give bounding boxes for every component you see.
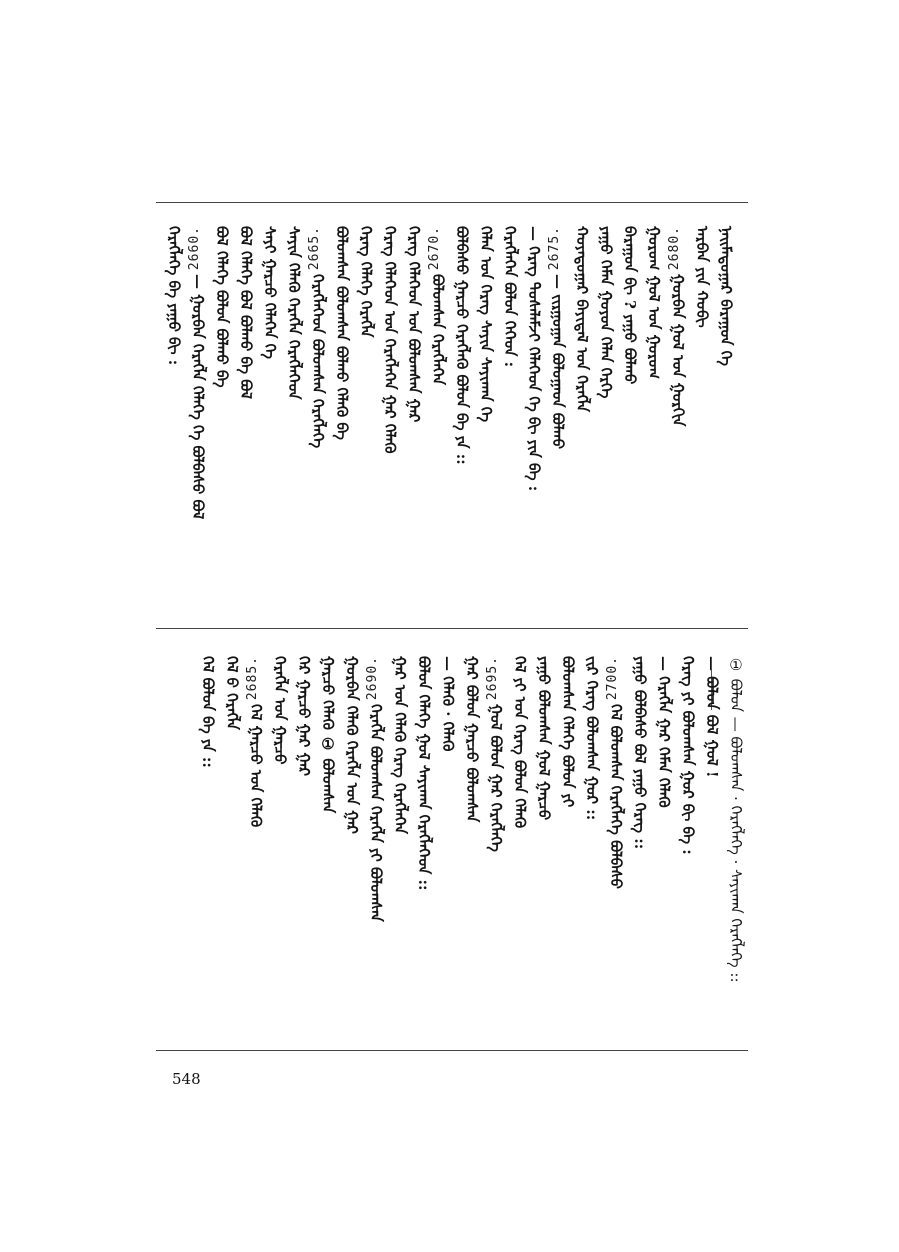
verse-text: ᠨᠠᠢᠮᠠᠳᠤᠭᠠᠷ ᠪᠠᠷᠠᠭᠤᠨ ᠬᠡ	[717, 226, 735, 366]
verse-text: ᠪᠣᠯᠤᠭᠰᠠᠨ ᠪᠣᠯᠤᠭᠰᠠᠨ ᠪᠣᠯᠬᠤ ᠬᠡᠯᠡᠬᠦ ᠪᠠ	[333, 226, 351, 440]
verse-text: — ᠵᠢᠷᠭᠤᠭᠠᠨ ᠪᠣᠯᠤᠭᠠᠳ ᠪᠣᠯᠬᠤ	[549, 274, 567, 450]
verse-line	[259, 226, 281, 359]
footnote-line	[725, 656, 747, 983]
line-number: 2660.	[187, 226, 202, 271]
verse-line	[221, 656, 243, 730]
verse-text: ᠬᠡᠷᠡᠭᠯᠡ ᠪᠣᠯᠤᠭᠰᠠᠨ ᠬᠡᠷᠡᠭᠯᠡ ᠶᠢ ᠪᠣᠯᠤᠭᠰᠠᠨ	[367, 704, 385, 922]
verse-line	[523, 226, 545, 491]
verse-line	[643, 226, 665, 379]
verse-line	[317, 656, 339, 813]
verse-text: ᠪᠣᠯᠤᠭᠰᠠᠨ ᠬᠡᠷᠡᠭᠯᠡᠭᠡᠨ	[429, 274, 447, 386]
line-number: 2670.	[427, 226, 442, 271]
verse-line	[571, 226, 593, 412]
verse-text: — ᠪᠣᠯᠤᠨ ᠪᠣᠯ ᠭᠣᠯ !	[703, 656, 721, 778]
verse-text: ᠰᠠᠶᠢ ᠭᠠᠷᠴᠤ ᠬᠡᠯᠡᠭᠡᠨ ᠬᠡ	[261, 226, 279, 359]
middle-rule	[156, 628, 748, 629]
line-number: 2700.	[605, 656, 620, 701]
verse-line	[547, 226, 569, 449]
verse-text: ᠬᠡᠷᠡᠭ ᠬᠡᠯᠡᠭᠡᠳ ᠤᠨ ᠬᠡᠷᠡᠭᠯᠡᠭᠡᠨ ᠭᠠᠷ ᠬᠡᠯᠡᠬᠦ	[381, 226, 399, 454]
verse-line	[475, 226, 497, 422]
verse-text: ᠬᠡᠷ ᠭᠠᠷᠴᠤ ᠭᠠᠷ ᠭᠠᠷ	[295, 656, 313, 777]
verse-line	[619, 226, 641, 384]
verse-line	[437, 656, 459, 751]
verse-text: ᠰᠠᠶᠢᠨ ᠬᠡᠯᠡᠬᠦ ᠬᠡᠷᠡᠭᠯᠡ ᠬᠡᠷᠡᠭᠯᠡᠭᠡᠳ	[285, 226, 303, 400]
verse-text: ᠬᠡᠷᠡᠭᠯᠡ ᠤᠨ ᠭᠠᠷᠴᠤ	[271, 656, 289, 765]
verse-line	[379, 226, 401, 454]
verse-line	[691, 226, 713, 328]
verse-line	[187, 226, 209, 519]
verse-text: ᠬᠡᠯ ᠪ ᠬᠡᠷᠡᠭᠯᠡ	[223, 656, 241, 730]
line-number: 2675.	[547, 226, 562, 271]
verse-text: ᠪᠣᠯᠪᠠᠰᠤ ᠭᠠᠷᠴᠤ ᠬᠡᠷᠡᠭᠯᠡᠬᠦ ᠪᠣᠯᠤᠨ ᠪᠠ ᠶᠠ ::	[453, 226, 471, 465]
verse-text: ᠬᠡᠷᠡᠭᠯᠡᠭᠡᠳ ᠪᠣᠯᠤᠭᠰᠠᠨ ᠬᠡᠷᠡᠭᠯᠡᠭᠡ	[309, 274, 327, 449]
verse-text: ᠬᠡᠯ ᠶᠢ ᠤᠨ ᠬᠡᠷᠡᠭ ᠪᠣᠯᠤᠨ ᠬᠡᠯᠡᠬᠦ	[511, 656, 529, 829]
verse-text: ᠭᠣᠷᠤᠭ ᠭᠣᠯ ᠤᠨ ᠭᠣᠷᠤᠭ	[645, 226, 663, 379]
line-number: 2665.	[307, 226, 322, 271]
verse-line	[653, 656, 675, 808]
verse-text: ᠬᠡᠷᠡᠭᠯᠡᠭᠡᠨ ᠪᠣᠯᠤᠨ ᠬᠡᠭᠡᠳ :	[501, 226, 519, 368]
verse-text: — ᠬᠡᠷᠡᠭᠯᠡ ᠭᠠᠷ ᠬᠡᠮᠡᠨ ᠬᠡᠯᠡᠬᠦ	[655, 656, 673, 808]
verse-text: ᠭᠠᠷ ᠪᠣᠯᠤᠨ ᠭᠠᠷᠴᠤ ᠪᠣᠯᠤᠭᠰᠠᠨ	[463, 656, 481, 823]
top-rule	[156, 202, 748, 203]
verse-line	[163, 226, 185, 365]
verse-line	[365, 656, 387, 922]
verse-text: ᠪᠣᠯ ᠬᠡᠯᠡᠭᠡ ᠪᠣᠯᠤᠨ ᠪᠣᠯᠬᠤ ᠪᠠ	[213, 226, 231, 388]
verse-text: ᠪᠣᠯ ᠬᠡᠯᠡᠭᠡ ᠪᠣᠯ ᠪᠣᠯᠬᠤ ᠪᠠ ᠪᠣᠯ	[237, 226, 255, 399]
verse-line	[427, 226, 449, 385]
verse-line	[235, 226, 257, 399]
verse-line	[629, 656, 651, 849]
line-number: 2685.	[245, 656, 260, 701]
verse-line	[701, 656, 723, 778]
verse-line	[389, 656, 411, 834]
verse-line	[595, 226, 617, 398]
verse-line	[245, 656, 267, 827]
verse-text: ᠬᠡᠯ ᠭᠠᠷᠴᠤ ᠤᠨ ᠬᠡᠯᠡᠬᠦ	[247, 704, 265, 828]
verse-text: ᠭᠤᠷᠪᠠᠨ ᠭᠣᠯ ᠤᠨ ᠭᠣᠷᠬᠢᠨ	[669, 274, 687, 427]
verse-text: — ᠬᠡᠷᠡᠭ ᠲᠤᠰᠠᠯᠠᠮᠵᠢ ᠬᠡᠯᠡᠭᠡᠳ ᠬᠡ ᠪᠢ ᠶᠢᠨ ᠪᠠ :	[525, 226, 543, 492]
verse-text: ① ᠪᠣᠯᠤᠨ — ᠪᠣᠯᠤᠭᠰᠠᠨ · ᠬᠡᠷᠡᠭᠯᠡᠭᠡ · ᠰᠠᠶᠢᠬᠠᠨ ᠬᠡᠷᠡᠭᠯᠡᠭᠡ ::	[727, 656, 745, 983]
line-number: 2695.	[485, 656, 500, 701]
verse-line	[283, 226, 305, 400]
verse-text: ᠵᠢᠷ ᠬᠡᠷᠡᠭ ᠪᠣᠯᠤᠭᠰᠠᠨ ᠭᠣᠷ ::	[583, 656, 601, 821]
verse-line	[403, 226, 425, 422]
verse-text: ᠪᠣᠯᠤᠭᠰᠠᠨ ᠬᠡᠯᠡᠭᠡ ᠪᠣᠯᠤᠨ ᠶᠢ	[559, 656, 577, 808]
verse-text: ᠬᠡᠯᠡᠨ ᠤᠨ ᠬᠡᠷᠡᠭ ᠰᠠᠶᠢᠨ ᠰᠠᠶᠢᠬᠠᠨ ᠬᠡ	[477, 226, 495, 423]
verse-line	[499, 226, 521, 367]
verse-line	[293, 656, 315, 776]
verse-line	[355, 226, 377, 337]
verse-line	[413, 656, 435, 891]
verse-line	[341, 656, 363, 834]
verse-line	[331, 226, 353, 440]
verse-line	[581, 656, 603, 820]
verse-text: ᠪᠠᠷᠠᠭᠤᠨ ᠪᠢ ? ᠶᠠᠭᠤ ᠪᠣᠯᠬᠤ	[621, 226, 639, 385]
verse-text: ᠬᠡᠷᠡᠭ ᠬᠡᠯᠡᠭᠡ ᠬᠡᠷᠡᠭᠯᠡ	[357, 226, 375, 338]
verse-text: ᠭᠠᠷ ᠤᠨ ᠬᠡᠯᠡᠬᠦ ᠬᠡᠷᠡᠭ ᠬᠡᠷᠡᠭᠯᠡᠭᠡᠨ	[391, 656, 409, 835]
verse-line	[677, 656, 699, 855]
verse-text: ᠭᠤᠷᠪᠠᠨ ᠬᠡᠯᠡᠬᠦ ᠬᠡᠷᠡᠭᠯᠡ ᠤᠨ ᠭᠠᠷ	[343, 656, 361, 834]
verse-text: ᠶᠠᠭᠤ ᠪᠣᠯᠪᠠᠰᠤ ᠪᠣᠯ ᠶᠠᠭᠤ ᠬᠡᠷᠡᠭ ::	[631, 656, 649, 850]
verse-text: ᠪᠣᠯᠤᠨ ᠬᠡᠯᠡᠭᠡ ᠭᠣᠯ ᠰᠠᠶᠢᠬᠠᠨ ᠬᠡᠷᠡᠭᠯᠡᠭᠡᠳ ::	[415, 656, 433, 891]
line-number: 2690.	[365, 656, 380, 701]
verse-text: ᠠᠷᠪᠠᠨ ᠶᠢᠨ ᠬᠤᠪᠢ	[693, 226, 711, 328]
page-number: 548	[172, 1070, 201, 1088]
verse-line	[307, 226, 329, 448]
bottom-rule	[156, 1050, 748, 1051]
verse-text: ᠭᠠᠷᠴᠤ ᠬᠡᠯᠡᠬᠦ ① ᠪᠣᠯᠤᠭᠰᠠᠨ	[319, 656, 337, 814]
verse-line	[211, 226, 233, 388]
verse-text: ᠶᠠᠭᠤ ᠪᠣᠯᠤᠭᠰᠠᠨ ᠭᠣᠯ ᠭᠠᠷᠴᠤ	[535, 656, 553, 821]
verse-line	[715, 226, 737, 366]
verse-text: ᠬᠡᠷᠡᠭ ᠶᠢ ᠪᠣᠯᠤᠭᠰᠠᠨ ᠭᠣᠷ ᠪᠢ ᠪᠠ :	[679, 656, 697, 855]
verse-text: ᠬᠡᠯ ᠪᠣᠯᠤᠭᠰᠠᠨ ᠬᠡᠷᠡᠭᠯᠡᠭᠡ ᠪᠣᠯᠪᠠᠰᠤ	[607, 704, 625, 889]
verse-line	[557, 656, 579, 807]
verse-line	[461, 656, 483, 822]
verse-text: ᠬᠡᠷᠡᠭ ᠬᠡᠯᠡᠭᠡᠳ ᠤᠨ ᠪᠣᠯᠤᠭᠰᠠᠨ ᠭᠠᠷ	[405, 226, 423, 423]
verse-text: — ᠭᠤᠷᠪᠠᠨ ᠬᠡᠷᠡᠭᠯᠡ ᠬᠡᠯᠡᠭᠡ ᠬᠡ ᠪᠣᠯᠪᠠᠰᠤ ᠪᠣᠯ	[189, 274, 207, 520]
verse-line	[533, 656, 555, 820]
verse-line	[667, 226, 689, 427]
verse-line	[269, 656, 291, 765]
verse-line	[451, 226, 473, 465]
verse-line	[509, 656, 531, 828]
verse-text: ᠬᠣᠶᠠᠳᠤᠭᠠᠷ ᠪᠠᠶᠢᠳᠠᠯ ᠤᠨ ᠬᠡᠷᠡᠭᠯᠡ	[573, 226, 591, 412]
verse-text: ᠶᠠᠭᠤ ᠬᠡᠮᠡᠨ ᠭᠤᠶᠤᠨ ᠬᠡᠯᠡᠨ ᠬᠡᠷᠭᠡ	[597, 226, 615, 399]
verse-line	[197, 656, 219, 768]
verse-text: ᠬᠡᠷᠡᠭᠯᠡᠭᠡ ᠪᠠ ᠶᠠᠭᠤ ᠪᠢ :	[165, 226, 183, 366]
verse-text: ᠭᠣᠯ ᠪᠣᠯᠤᠨ ᠭᠠᠷ ᠬᠡᠷᠡᠭᠯᠡᠭᠡ	[487, 704, 505, 853]
verse-line	[605, 656, 627, 889]
line-number: 2680.	[667, 226, 682, 271]
verse-text: — ᠬᠡᠯᠡᠬᠦ · ᠬᠡᠯᠡᠬᠦ	[439, 656, 457, 752]
verse-text: ᠬᠡᠯ ᠪᠣᠯᠤᠨ ᠪᠠ ᠶᠠ ::	[199, 656, 217, 768]
verse-line	[485, 656, 507, 852]
